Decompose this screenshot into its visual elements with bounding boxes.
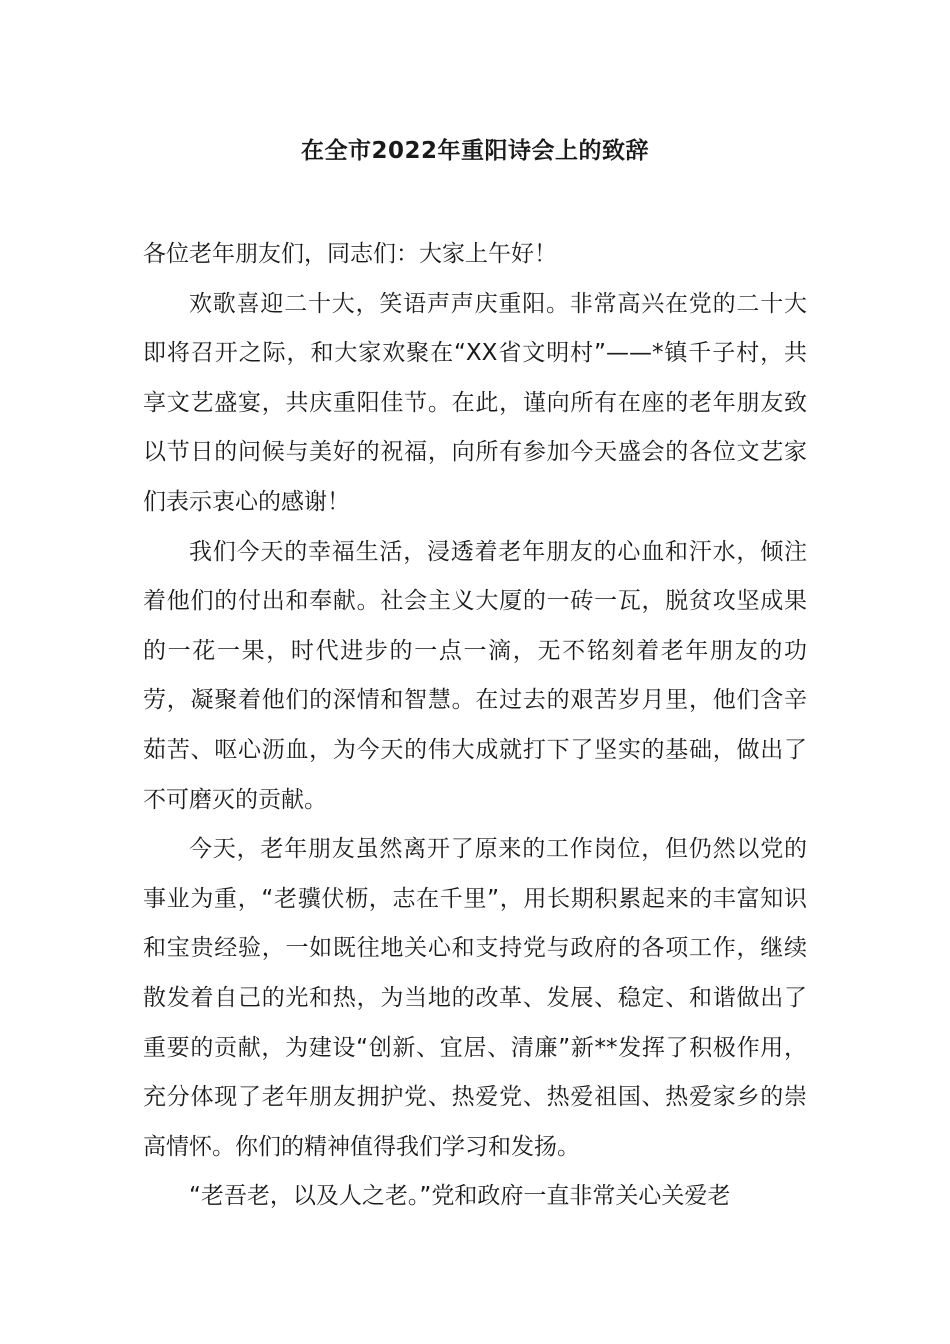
- salutation: 各位老年朋友们，同志们：大家上午好！: [143, 241, 557, 267]
- paragraph-3: 今天，老年朋友虽然离开了原来的工作岗位，但仍然以党的事业为重，“老骥伏枥，志在千里”，用长期积累起来的丰富知识和宝贵经验，一如既往地关心和支持党与政府的各项工作，继续散发着自己的光和热，为当地的改革、发展、稳定、和谐做出了重要的贡献，为建设“创新、宜居、清廉”新**发挥了积极作用，充分体现了老年朋友拥护党、热爱党、热爱祖国、热爱家乡的崇高情怀。你们的精神值得我们学习和发扬。: [143, 836, 807, 1160]
- paragraph-4: “老吾老，以及人之老。”党和政府一直非常关心关爱老: [189, 1183, 731, 1210]
- document-body: [143, 230, 807, 1222]
- paragraph-1: 欢歌喜迎二十大，笑语声声庆重阳。非常高兴在党的二十大即将召开之际，和大家欢聚在“XX省文明村”——*镇千子村，共享文艺盛宴，共庆重阳佳节。在此，谨向所有在座的老年朋友致以节日的问候与美好的祝福，向所有参加今天盛会的各位文艺家们表示衷心的感谢！: [143, 290, 807, 515]
- paragraph-2: 我们今天的幸福生活，浸透着老年朋友的心血和汗水，倾注着他们的付出和奉献。社会主义大厦的一砖一瓦，脱贫攻坚成果的一花一果，时代进步的一点一滴，无不铭刻着老年朋友的功劳，凝聚着他们的深情和智慧。在过去的艰苦岁月里，他们含辛茹苦、呕心沥血，为今天的伟大成就打下了坚实的基础，做出了不可磨灭的贡献。: [143, 538, 807, 813]
- document-title: 在全市2022年重阳诗会上的致辞: [300, 138, 649, 164]
